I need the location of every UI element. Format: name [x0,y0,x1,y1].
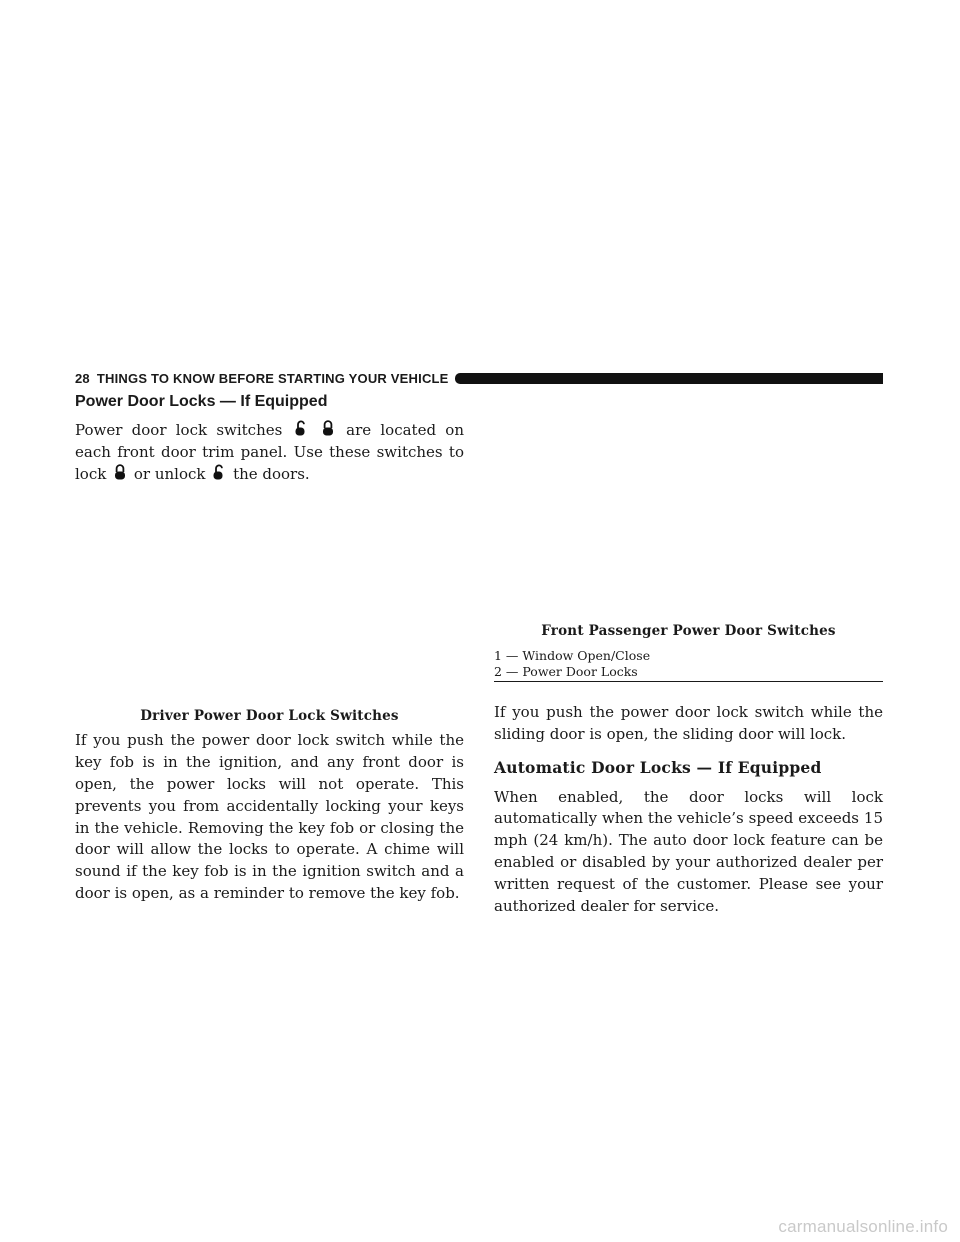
figure-legend [494,648,883,682]
intro-text-4: the doors. [233,464,310,483]
right-column [494,391,883,917]
passenger-figure-caption: Front Passenger Power Door Switches [541,623,836,639]
ignition-paragraph: If you push the power door lock switch while the key fob is in the ignition, and any front door is open, the power locks will not operate. This prevents you from accidentally locking your keys in the vehicle. Removing the key fob or closing the door will allow the locks to operate. A chime will sound if the key fob is in the ignition switch and a door is open, as a reminder to remove the key fob. [75,731,464,902]
intro-text-2: are located on each front door trim panel. Use these switches to lock [75,421,464,483]
watermark: carmanualsonline.info [778,1217,948,1236]
subsection-title: Automatic Door Locks — If Equipped [494,757,822,777]
legend-item: 2 — Power Door Locks [494,663,638,679]
page-number: 28 [75,370,90,386]
unlock-icon [294,420,308,436]
unlock-icon [212,464,226,480]
chapter-title: THINGS TO KNOW BEFORE STARTING YOUR VEHICLE [96,370,449,386]
lock-icon [113,464,127,480]
section-title: Power Door Locks — If Equipped [75,393,328,410]
intro-paragraph [75,420,464,485]
lock-icon [321,420,335,436]
legend-item: 1 — Window Open/Close [494,648,651,663]
passenger-switches-figure [494,391,883,623]
intro-text-3: or unlock [133,464,206,483]
page-header [75,370,883,386]
left-column [75,391,464,905]
auto-locks-paragraph: When enabled, the door locks will lock automatically when the vehicle’s speed exceeds 15 mph (24 km/h). The auto door lock feature can be enabled or disabled by your authorized dealer per written request of the customer. Please see your authorized dealer for service. [494,787,883,915]
driver-figure-caption: Driver Power Door Lock Switches [140,708,399,725]
header-bar [455,373,883,384]
driver-switches-figure [75,485,464,708]
sliding-door-paragraph: If you push the power door lock switch while the sliding door is open, the sliding door will lock. [494,703,883,743]
intro-text-1: Power door lock switches [75,421,283,439]
